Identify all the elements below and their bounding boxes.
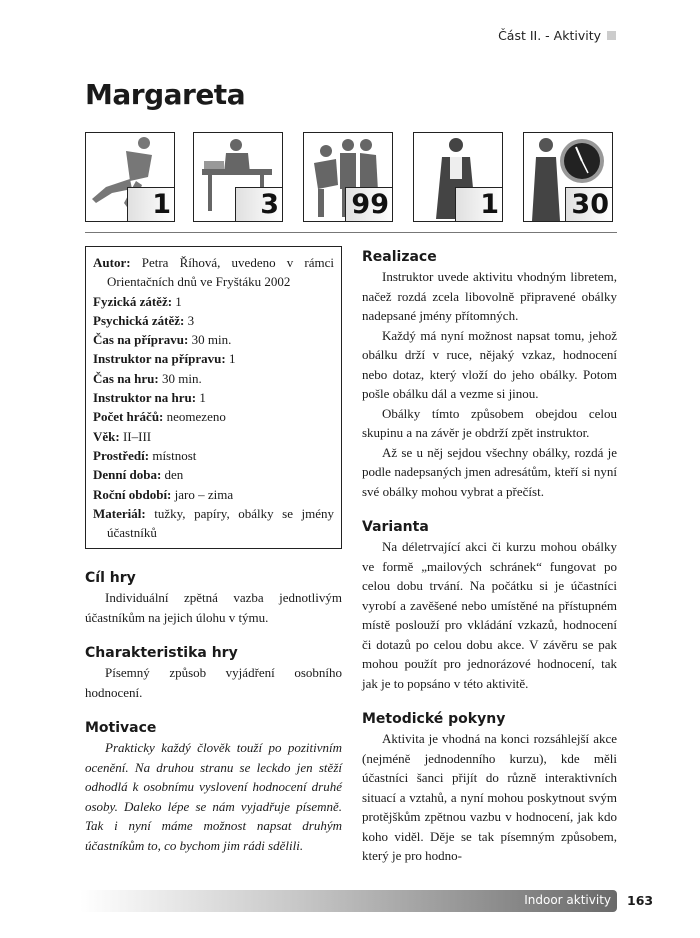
info-row <box>93 485 334 504</box>
info-value: II–III <box>122 428 152 444</box>
square-marker-icon <box>607 31 616 40</box>
info-label: Prostředí: <box>93 447 150 463</box>
info-row <box>93 427 334 446</box>
info-label: Čas na přípravu: <box>93 332 189 348</box>
info-value: neomezeno <box>166 409 226 425</box>
section-heading: Charakteristika hry <box>85 645 238 662</box>
info-value: místnost <box>152 447 197 463</box>
paragraph: Až se u něj sejdou všechny obálky, rozdá je podle nadepsaných jmen adresátům, kteří si nyní své obálky mohou vybrat a přečíst. <box>362 444 617 499</box>
section-heading: Metodické pokyny <box>362 711 506 727</box>
paragraph: Instruktor uvede aktivitu vhodným libretem, načež rozdá zcela libovolně připravené obálky nadepsané jmény přítomných. <box>362 269 617 323</box>
info-label: Roční období: <box>93 486 172 502</box>
info-value: tužky, papíry, obálky se jmény účastníků <box>107 505 335 541</box>
info-row <box>93 407 334 426</box>
info-label: Počet hráčů: <box>93 409 164 425</box>
section-motivation <box>85 719 342 855</box>
info-value: 1 <box>175 293 182 309</box>
page-title: Margareta <box>85 78 246 111</box>
section-heading: Realizace <box>362 249 437 265</box>
info-value: 1 <box>199 390 206 406</box>
section-label: Část II. - Aktivity <box>498 28 601 43</box>
psychical-load-icon <box>193 132 283 222</box>
section-heading: Motivace <box>85 720 157 737</box>
info-row <box>93 253 334 292</box>
page-number: 163 <box>627 893 654 908</box>
paragraph: Prakticky každý člověk touží po pozitivním ocenění. Na druhou stranu se leckdo jen stěží odhodlá k osobnímu vyslovení hodnocení druhé osoby. Daleko lépe se nám vyjadřuje písemně. Tak i nyní máme možnost napsat druhým účastníkům to, co bychom jim rádi sdělili. <box>85 740 342 853</box>
info-label: Fyzická zátěž: <box>93 293 173 309</box>
info-value: den <box>164 467 184 483</box>
paragraph: Aktivita je vhodná na konci rozsáhlejší akce (nejméně jednodenního kurzu), kde měli účastníci šanci přijít do různě interaktivních situací a vztahů, a nyní mohou poskytnout svým protějškům zpětnou vazbu v hodnocení, jak kdo koho viděl. Děje se tak písemným způsobem, který je pro hodno- <box>362 731 617 863</box>
info-row <box>93 369 334 388</box>
paragraph: Obálky tímto způsobem obejdou celou skupinu a na závěr je obdrží zpět instruktor. <box>362 405 617 440</box>
time-value: 30 <box>565 187 612 221</box>
paragraph: Písemný způsob vyjádření osobního hodnocení. <box>85 665 342 700</box>
info-label: Instruktor na hru: <box>93 390 197 406</box>
psychical-load-value: 3 <box>235 187 282 221</box>
footer-bar <box>80 890 617 912</box>
info-row <box>93 388 334 407</box>
info-value: 1 <box>228 351 236 367</box>
time-icon <box>523 132 613 222</box>
paragraph: Na déletrvající akci či kurzu mohou obálky ve formě „mailových schránek“ fungovat po celou dobu trvání. Na počátku si je účastníci vyrobí a zavěšené nebo umístěné na přístupném místě poslouží pro vkládání vzkazů, hodnocení či dotazů po celou dobu akce. V závěru se pak mohou použít pro jednorázové hodnocení, tak jak je to popsáno v této aktivitě. <box>362 539 617 691</box>
section-heading: Varianta <box>362 519 429 535</box>
paragraph: Každý má nyní možnost napsat tomu, jehož obálku drží v ruce, nějaký vzkaz, hodnocení nebo dotaz, který vloží do jeho obálky. Potom pošle obálku dál a vezme si jinou. <box>362 327 617 401</box>
section-method <box>362 710 617 866</box>
right-column <box>362 248 617 883</box>
section-heading: Cíl hry <box>85 570 136 587</box>
players-icon <box>303 132 393 222</box>
divider <box>85 232 617 233</box>
info-value: Petra Říhová, uvedeno v rámci Orientačních dnů ve Fryštáku 2002 <box>107 255 335 290</box>
info-label: Autor: <box>93 255 131 270</box>
info-row <box>93 311 334 330</box>
running-header <box>498 28 616 43</box>
section-variant <box>362 518 617 693</box>
players-value: 99 <box>345 187 392 221</box>
activity-icons <box>85 132 617 222</box>
info-row <box>93 349 334 368</box>
section-realization <box>362 248 617 501</box>
left-column <box>85 246 342 872</box>
info-label: Materiál: <box>93 505 146 521</box>
info-label: Psychická zátěž: <box>93 312 185 328</box>
instructors-value: 1 <box>455 187 502 221</box>
physical-load-icon <box>85 132 175 222</box>
info-label: Instruktor na přípravu: <box>93 351 226 367</box>
footer-label: Indoor aktivity <box>524 893 611 907</box>
info-row <box>93 330 334 349</box>
section-characteristics <box>85 644 342 702</box>
info-row <box>93 504 334 543</box>
info-value: 30 min. <box>191 332 232 348</box>
instructor-icon <box>413 132 503 222</box>
info-value: jaro – zima <box>174 486 234 502</box>
info-row <box>93 446 334 465</box>
info-label: Věk: <box>93 428 120 444</box>
info-label: Čas na hru: <box>93 370 159 386</box>
paragraph: Individuální zpětná vazba jednotlivým účastníkům na jejich úlohu v týmu. <box>85 590 342 625</box>
info-value: 3 <box>187 312 195 328</box>
section-goal <box>85 569 342 627</box>
info-value: 30 min. <box>162 370 202 386</box>
info-row <box>93 292 334 311</box>
info-box <box>85 246 342 549</box>
physical-load-value: 1 <box>127 187 174 221</box>
info-label: Denní doba: <box>93 467 162 483</box>
info-row <box>93 465 334 484</box>
